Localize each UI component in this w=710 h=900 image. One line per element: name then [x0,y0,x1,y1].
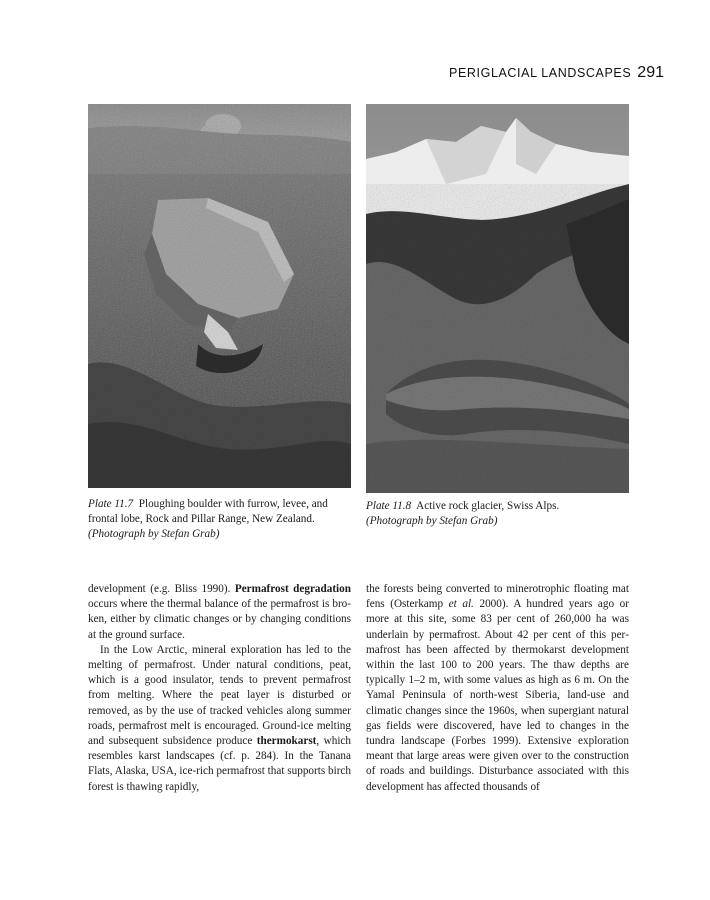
plate-11-8-credit: (Photograph by Stefan Grab) [366,515,498,527]
plate-11-7-photo [88,104,351,488]
plate-11-7-label: Plate 11.7 [88,498,134,510]
plate-11-8-label: Plate 11.8 [366,500,412,512]
running-head-title: PERIGLACIAL LANDSCAPES [449,66,632,80]
plate-11-8-caption [366,499,566,529]
term-permafrost-degradation: Permafrost degradation [234,583,351,595]
paragraph: the forests being converted to minerotrophic floating mat fens (Osterkamp et al. 2000). A hundred years ago or more at this site, some 83 per cent of 260,000 ha was underlain by permafrost. About 42 per cent of this permafrost has been affected by thermokarst development within the last 100 to 200 years. The thaw depths are typically 1–2 m, with some values as high as 6 m. On the Yamal Peninsula of north-west Siberia, land-use and climatic changes since the 1960s, when supergiant natural gas fields were discovered, have led to changes in the tundra landscape (Forbes 1999). Extensive exploration meant that large areas were given over to the construction of roads and buildings. Disturbance associated with this development has affected thousands of [366,583,629,793]
page-number: 291 [637,64,664,81]
running-head [449,64,664,82]
left-column [88,582,351,795]
plate-11-8-text: Active rock glacier, Swiss Alps. [416,500,560,512]
plate-11-7-caption [88,497,358,542]
term-thermokarst: thermokarst [256,735,317,748]
right-column [366,582,629,795]
paragraph: In the Low Arctic, mineral exploration has led to the melting of permafrost. Under natural conditions, peat, which is a good insulator, tends to prevent permafrost from melting. Where the peat layer is disturbed or removed, as by the use of tracked vehicles along summer roads, permafrost melt is encouraged. Ground-ice melting and subsequent subsidence produce thermokarst, which resembles karst landscapes (cf. p. 284). In the Tanana Flats, Alaska, USA, ice-rich permafrost that supports birch forest is thawing rapidly, [88,643,351,793]
plate-11-7-credit: (Photograph by Stefan Grab) [88,528,220,540]
plate-11-7-text: Ploughing boulder with furrow, levee, and frontal lobe, Rock and Pillar Range, New Zealand. [88,498,328,525]
plate-11-8-photo [366,104,629,493]
paragraph: development (e.g. Bliss 1990). Permafrost degradation occurs where the thermal balance of the permafrost is broken, either by climatic changes or by changing conditions at the ground surface. [88,583,351,641]
